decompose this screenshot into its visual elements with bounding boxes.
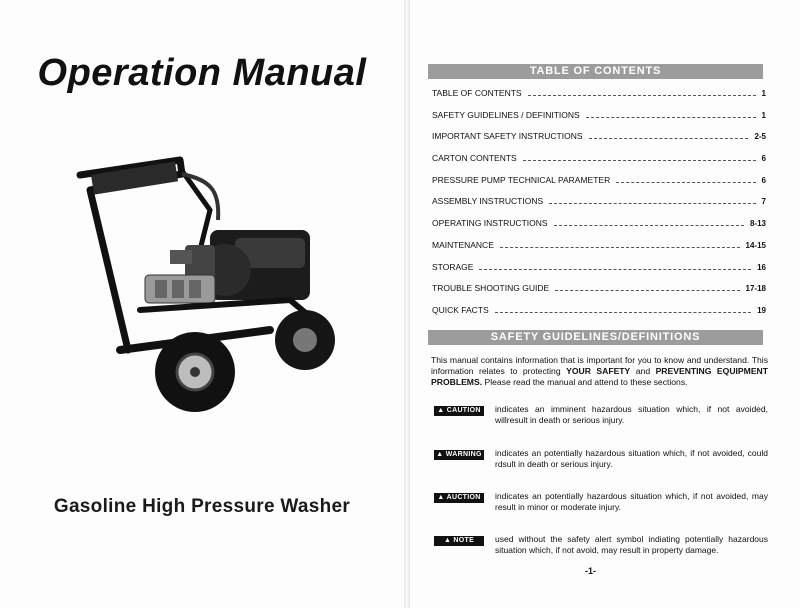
toc-entry-page: 2-5	[754, 132, 766, 142]
toc-leader-dots	[549, 202, 755, 204]
toc-entry-page: 16	[757, 262, 766, 272]
toc-leader-dots	[495, 311, 751, 313]
toc-leader-dots	[589, 137, 749, 139]
toc-entry	[432, 240, 766, 262]
toc-entry-page: 14-15	[745, 240, 766, 250]
toc-leader-dots	[528, 94, 756, 96]
auction-text: indicates an potentially hazardous situation which, if not avoided, may result in minor or moderate injury.	[495, 491, 768, 512]
toc-leader-dots	[479, 268, 751, 270]
toc-entry-label: TROUBLE SHOOTING GUIDE	[432, 283, 550, 294]
toc-entry-label: SAFETY GUIDELINES / DEFINITIONS	[432, 109, 580, 120]
toc-leader-dots	[616, 181, 755, 183]
caution-badge: ▲ CAUTION	[434, 406, 484, 416]
toc-entry-page: 6	[761, 154, 766, 164]
toc-entry	[432, 153, 766, 175]
toc-entry	[432, 88, 766, 110]
toc-entry-label: PRESSURE PUMP TECHNICAL PARAMETER	[432, 174, 611, 185]
auction-badge: ▲ AUCTION	[434, 493, 484, 503]
toc-header: TABLE OF CONTENTS	[428, 64, 763, 79]
page-number: -1-	[585, 566, 596, 576]
toc-entry-page: 1	[761, 110, 766, 120]
toc-entry-page: 17-18	[745, 284, 766, 294]
caution-text: indicates an imminent hazardous situation which, if not avoided, willresult in death or serious injury.	[495, 404, 768, 425]
toc-entry-label: STORAGE	[432, 261, 474, 272]
manual-title: Operation Manual	[37, 52, 367, 94]
toc-leader-dots	[523, 159, 756, 161]
toc-entry	[432, 305, 766, 327]
safety-intro	[431, 355, 768, 388]
toc-entry-label: ASSEMBLY INSTRUCTIONS	[432, 196, 544, 207]
signal-note	[434, 534, 768, 556]
toc-leader-dots	[586, 116, 756, 118]
toc-entry-label: MAINTENANCE	[432, 239, 494, 250]
toc-list	[432, 88, 766, 327]
toc-entry	[432, 175, 766, 197]
toc-entry-page: 7	[761, 197, 766, 207]
signal-caution	[434, 404, 768, 426]
toc-entry-page: 1	[761, 89, 766, 98]
toc-entry	[432, 262, 766, 284]
intro-text: Please read the manual and attend to these sections.	[482, 377, 688, 387]
toc-entry-label: CARTON CONTENTS	[432, 153, 517, 164]
intro-text: and	[630, 366, 656, 376]
toc-leader-dots	[500, 246, 740, 248]
toc-entry	[432, 283, 766, 305]
toc-entry	[432, 110, 766, 132]
signal-auction	[434, 491, 768, 513]
note-badge: ▲ NOTE	[434, 536, 484, 546]
toc-entry	[432, 218, 766, 240]
toc-entry-page: 6	[761, 175, 766, 185]
intro-bold-your-safety: YOUR SAFETY	[566, 366, 631, 376]
toc-entry-page: 8-13	[749, 219, 766, 229]
warning-badge: ▲ WARNING	[434, 450, 484, 460]
toc-entry-page: 19	[757, 305, 766, 315]
pressure-washer-image	[60, 150, 350, 440]
toc-entry	[432, 196, 766, 218]
toc-entry-label: TABLE OF CONTENTS	[432, 88, 522, 98]
intro-text: This manual contains information that is important for you to know and understand. This information relates to protecting	[431, 355, 768, 376]
toc-leader-dots	[555, 289, 739, 291]
signal-warning	[434, 448, 768, 470]
warning-text: indicates an potentially hazardous situation which, if not avoided, could rdsult in death or serious injury.	[495, 448, 768, 469]
toc-entry	[432, 131, 766, 153]
toc-entry-label: IMPORTANT SAFETY INSTRUCTIONS	[432, 131, 583, 142]
note-text: used without the safety alert symbol indiating potentially hazardous situation which, if not avoid, may result in property damage.	[495, 534, 768, 555]
toc-leader-dots	[554, 224, 744, 226]
manual-subtitle: Gasoline High Pressure Washer	[53, 496, 351, 517]
toc-entry-label: QUICK FACTS	[432, 304, 489, 315]
intro-bold-equipment: PREVENTING EQUIPMENT PROBLEMS.	[431, 366, 769, 387]
toc-entry-label: OPERATING INSTRUCTIONS	[432, 218, 548, 229]
safety-header: SAFETY GUIDELINES/DEFINITIONS	[428, 330, 763, 345]
